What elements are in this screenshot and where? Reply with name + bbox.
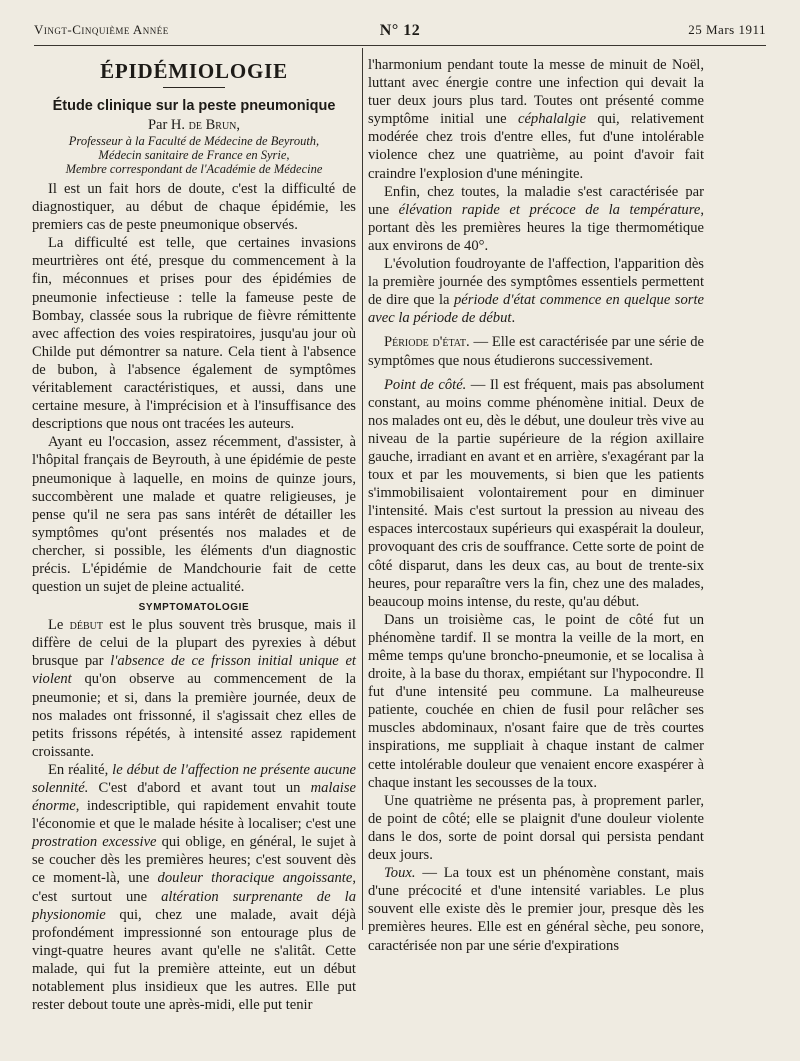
emphasis: le début de l'affection ne présente aucune solennité. <box>32 761 356 796</box>
paragraph-periode: Période d'état. — Elle est caractérisée par une série de symptômes que nous étudierons successivement. <box>368 334 705 369</box>
right-column <box>368 56 705 954</box>
subsection-heading: SYMPTOMATOLOGIE <box>138 602 250 614</box>
emphasis: malaise énorme <box>32 780 356 815</box>
volume-label: Vingt-Cinquième Année <box>34 22 169 37</box>
emphasis: altération surprenante de la physionomie <box>32 888 356 923</box>
paragraph: Ayant eu l'occasion, assez récemment, d'assister, à l'hôpital français de Beyrouth, à une épidémie de peste pneumonique à laquelle, en moins de quinze jours, succombèrent une malade et quatre religieuses, je pense qu'il ne sera pas sans intérêt de détailler les symptômes qu'ont présentés nos malades et de chercher, si possible, les éléments d'un diagnostic précis. L'épidémie de Mandchourie fait de cette question un sujet de pleine actualité. <box>32 434 356 596</box>
author-name: de Brun, <box>188 117 241 133</box>
paragraph-evolution: L'évolution foudroyante de l'affection, l'apparition dès la première journée des symptômes essentiels permettent de dire que la période d'état commence en quelque sorte avec la période de début. <box>368 256 704 327</box>
page-header <box>34 22 766 44</box>
term-debut: début <box>69 617 103 634</box>
left-column <box>32 50 356 1014</box>
affiliation-line: Membre correspondant de l'Académie de Médecine <box>65 162 323 176</box>
paragraph: Une quatrième ne présenta pas, à proprement parler, de point de côté; elle se plaignit d'une douleur violente dans le dos, sorte de point dorsal qui persista pendant deux jours. <box>368 792 704 864</box>
paragraph-realite: En réalité, le début de l'affection ne présente aucune solennité. C'est d'abord et avant tout un malaise énorme, indescriptible, qui rapidement envahit toute l'économie et que le malade hésite à localiser; c'est une prostration excessive qui oblige, en général, le sujet à se coucher dès les premières heures; c'est souvent dès ce moment-là, une douleur thoracique angoissante, c'est surtout une altération surprenante de la physionomie qui, chez une malade, avait déjà profondément impressionné son entourage plus de vingt-quatre heures avant qu'elle ne s'alitât. Cette malade, qui fut la première atteinte, eut un début notablement plus insidieux que les autres. Elle put rester debout toute une après-midi, elle put tenir <box>32 761 356 1014</box>
affiliation-line: Médecin sanitaire de France en Syrie, <box>98 148 290 162</box>
author-line <box>32 117 356 134</box>
emphasis: période d'état commence en quelque sorte avec la période de début <box>368 292 704 327</box>
term-point: Point de côté. <box>384 376 467 393</box>
affiliation-line: Professeur à la Faculté de Médecine de Beyrouth, <box>68 134 320 148</box>
article-title: Étude clinique sur la peste pneumonique <box>52 98 336 114</box>
paragraph-continued: l'harmonium pendant toute la messe de minuit de Noël, luttant avec énergie contre une infection qui devait la tuer deux jours plus tard. Toutes ont présenté comme symptôme initial une céphalalgie qui, relativement modérée chez trois d'entre elles, fut d'une intolérable violence chez une quatrième, au point d'avoir fait craindre l'explosion d'une méningite. <box>368 57 704 182</box>
emphasis: céphalalgie <box>517 111 587 128</box>
title-rule <box>163 87 225 88</box>
emphasis: douleur thoracique angoissante <box>157 870 353 887</box>
author-affiliations <box>32 134 356 176</box>
emphasis: élévation rapide et précoce de la température <box>398 201 701 218</box>
paragraph: La difficulté est telle, que certaines invasions meurtrières ont été, presque du commencement à la fin, méconnues et prises pour des épidémies de pneumonie infectieuse : telle la fameuse peste de Bombay, classée sous la rubrique de fièvre rémittente avec affection des voies respiratoires, jusqu'au jour où Childe put démontrer sa nature. Cela tient à l'absence de bubon, à l'absence également de symptômes véritablement caractéristiques, et aussi, dans une certaine mesure, à l'imprécision et à l'insuffisance des descriptions que nous ont tracées les auteurs. <box>32 235 356 433</box>
header-rule <box>34 45 766 46</box>
column-divider <box>362 48 363 930</box>
author-prefix: Par H. <box>147 117 189 133</box>
paragraph-toux: Toux. — La toux est un phénomène constant, mais d'une précocité et d'une intensité variables. Le plus souvent elle existe dès le premier jour, presque dès les premières heures. Elle est en général sèche, peu sonore, caractérisée non par une série d'expirations <box>368 865 704 954</box>
term-periode: Période d'état. <box>384 334 470 351</box>
emphasis: prostration excessive <box>32 834 157 851</box>
issue-number: N° 12 <box>379 22 421 39</box>
paragraph-point: Point de côté. — Il est fréquent, mais pas absolument constant, au moins comme phénomène initial. Deux de nos malades ont eu, dès le début, une douleur très vive au niveau de la partie supérieure de la région axillaire gauche, irradiant en avant et en arrière, s'exagérant par la toux et par les mouvements, si bien que les patients s'immobilisaient volontairement pour en diminuer l'intensité. Mais c'est surtout la pression au niveau des espaces intercostaux supérieurs qui exaspérait la douleur, provoquant des cris de souffrance. Cette sorte de point de côté disparut, dans les deux cas, au bout de trente-six heures, pour reparaître vers la fin, chez une des malades, beaucoup moins intense, du reste, qu'au début. <box>368 376 704 610</box>
paragraph-enfin: Enfin, chez toutes, la maladie s'est caractérisée par une élévation rapide et précoce de la température, portant dès les premières heures la tige thermométique aux environs de 40°. <box>368 183 704 254</box>
paragraph-debut: Le début est le plus souvent très brusque, mais il diffère de celui de la plupart des pyrexies à début brusque par l'absence de ce frisson initial unique et violent qu'on observe au commencement de la pneumonie; et si, dans la première journée, deux de nos malades ont frissonné, il s'agissait chez elles de petits frissons répétés, à intensité assez rapidement croissante. <box>32 617 356 760</box>
issue-date: 25 Mars 1911 <box>688 22 766 37</box>
term-toux: Toux. <box>384 865 416 882</box>
section-title: ÉPIDÉMIOLOGIE <box>100 59 288 83</box>
paragraph: Il est un fait hors de doute, c'est la difficulté de diagnostiquer, au début de chaque épidémie, les premiers cas de peste pneumonique observés. <box>32 181 356 234</box>
paragraph: Dans un troisième cas, le point de côté fut un phénomène tardif. Il se montra la veille de la mort, en même temps qu'une broncho-pneumonie, et se localisa à droite, à la base du thorax, empiétant sur l'hypocondre. Il fut d'une intensité peu commune. La malheureuse patiente, couchée en chien de fusil pour relâcher ses muscles abdominaux, n'osant faire que de très courtes inspirations, me suppliait à chaque instant de calmer cette intolérable douleur que venaient encore exaspérer à chaque instant les secousses de la toux. <box>368 611 704 791</box>
emphasis: l'absence de ce frisson initial unique et violent <box>32 653 356 688</box>
